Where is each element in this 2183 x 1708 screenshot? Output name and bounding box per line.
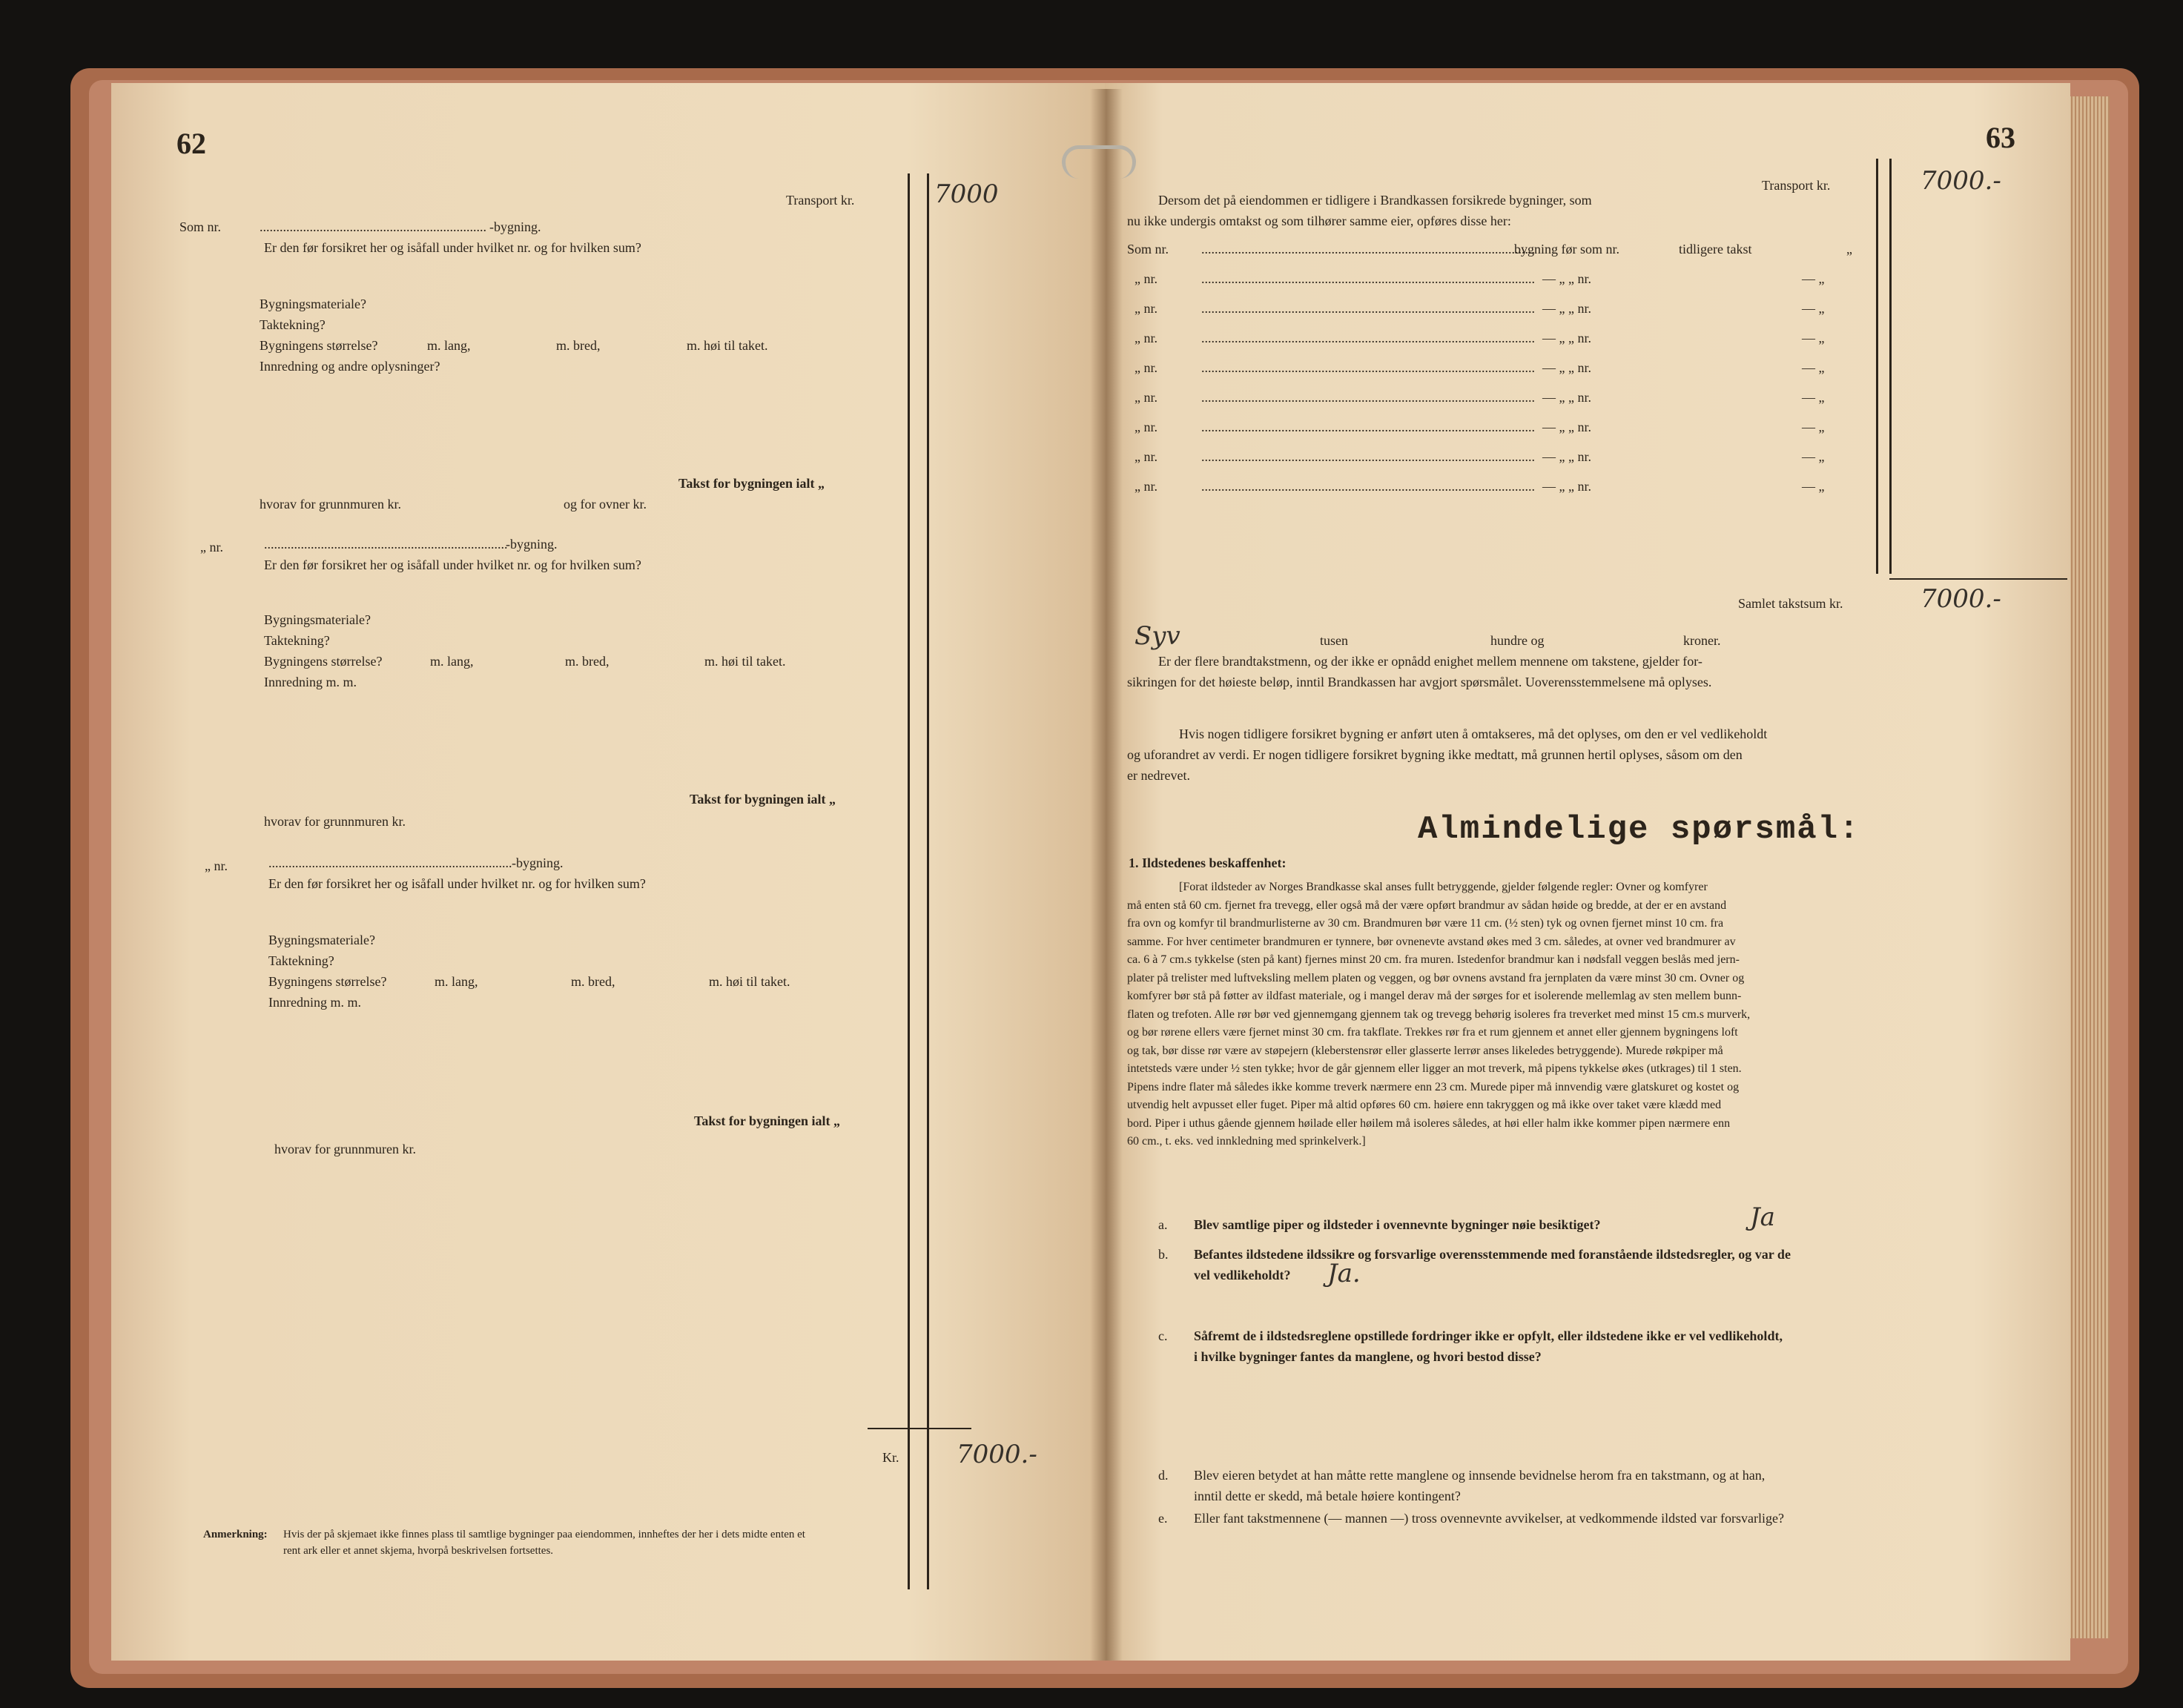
qa-answer: Ja <box>1750 1202 1775 1232</box>
flere-text: sikringen for det høieste beløp, inntil Brandkassen har avgjort spørsmålet. Uoverensstemmelsene må oplyses. <box>1127 675 1712 689</box>
section-heading: Almindelige spørsmål: <box>1418 811 1860 848</box>
hvorav-label: hvorav for grunnmuren kr. <box>264 814 406 829</box>
transport-value: 7000 <box>934 179 999 209</box>
qd-question: inntil dette er skedd, må betale høiere kontingent? <box>1194 1489 1461 1503</box>
amount-column-rule <box>908 173 910 1589</box>
qb-letter: b. <box>1158 1247 1169 1262</box>
table-row-dots: .................................................................................................... <box>1201 420 1535 434</box>
m-hoi-label: m. høi til taket. <box>709 974 790 989</box>
storrelse-label: Bygningens størrelse? <box>260 338 378 353</box>
tusen-label: tusen <box>1320 633 1348 648</box>
qc-question: i hvilke bygninger fantes da manglene, og hvori bestod disse? <box>1194 1349 1542 1364</box>
bygning-label: -bygning. <box>512 855 564 870</box>
q1-text-line: 60 cm., t. eks. ved innkledning med sprinkelverk.] <box>1127 1135 1366 1148</box>
anmerkning-label: Anmerkning: <box>203 1529 268 1540</box>
q1-text-line: samme. For hver centimeter brandmuren er tynnere, bør ovnenevte avstand økes med 3 cm. således, at ovner ved brandmurer av <box>1127 935 1736 948</box>
binding-string <box>1062 145 1136 179</box>
q1-text-line: intetsteds være under ½ sten tykke; hvor de går gjennem eller ligger an mot treverk, må pipens tykkelse økes (utkrages) til 1 sten. <box>1127 1062 1742 1075</box>
hvis-text: og uforandret av verdi. Er nogen tidligere forsikret bygning ikke medtatt, må grunnen hertil oplyses, såsom om den <box>1127 747 1743 762</box>
forsikret-question: Er den før forsikret her og isåfall under hvilket nr. og for hvilken sum? <box>264 240 641 255</box>
bygning-label: -bygning. <box>506 537 558 552</box>
table-row-end: — „ <box>1802 390 1825 405</box>
som-nr-label: Som nr. <box>1127 242 1169 256</box>
table-row-label: „ nr. <box>1135 449 1157 464</box>
table-row-label: „ nr. <box>1135 301 1157 316</box>
nr-label: „ nr. <box>200 540 223 555</box>
taktekning-label: Taktekning? <box>260 317 326 332</box>
q1-text-line: Pipens indre flater må således ikke komme treverk nærmere enn 23 cm. Murede piper må innvendig være glatskuret og kostet og <box>1127 1080 1740 1093</box>
bygning-for-label: bygning før som nr. <box>1514 242 1619 256</box>
m-hoi-label: m. høi til taket. <box>687 338 768 353</box>
q1-text-line: fra ovn og komfyr til brandmurlisterne av 30 cm. Brandmuren bør være 11 cm. (½ sten) tyk og ovnen fjernet minst 10 cm. fra <box>1127 917 1724 930</box>
taktekning-label: Taktekning? <box>268 953 334 968</box>
table-row-dots: .................................................................................................... <box>1201 390 1535 405</box>
q1-text-line: plater på trelister med luftveksling mellem platen og veggen, og bør ovnens avstand fra jernplaten da være minst 30 cm. Ovner og <box>1127 971 1745 984</box>
tusen-handwritten: Syv <box>1135 621 1180 651</box>
table-row-label: „ nr. <box>1135 479 1157 494</box>
takst-label: Takst for bygningen ialt „ <box>694 1113 841 1128</box>
storrelse-label: Bygningens størrelse? <box>264 654 383 669</box>
table-row-label: „ nr. <box>1135 420 1157 434</box>
hundre-label: hundre og <box>1490 633 1545 648</box>
table-row-dots: .................................................................................................... <box>1201 271 1535 286</box>
table-row-mid: — „ „ nr. <box>1542 331 1591 345</box>
table-row-end: — „ <box>1802 449 1825 464</box>
samlet-value: 7000.- <box>1921 584 2001 614</box>
qa-question: Blev samtlige piper og ildsteder i ovennevnte bygninger nøie besiktiget? <box>1194 1217 1601 1232</box>
m-lang-label: m. lang, <box>430 654 474 669</box>
anmerkning-text: rent ark eller et annet skjema, hvorpå beskrivelsen fortsettes. <box>283 1545 554 1557</box>
hvis-text: Hvis nogen tidligere forsikret bygning er anført uten å omtakseres, må det oplyses, om den er vel vedlikeholdt <box>1179 726 1768 741</box>
table-row-dots: .................................................................................................... <box>1201 479 1535 494</box>
transport-label: Transport kr. <box>1762 178 1831 193</box>
table-row-mid: — „ „ nr. <box>1542 449 1591 464</box>
m-bred-label: m. bred, <box>571 974 615 989</box>
innredning-label: Innredning m. m. <box>268 995 361 1010</box>
flere-text: Er der flere brandtakstmenn, og der ikke er opnådd enighet mellem mennene om takstene, gjelder for- <box>1158 654 1703 669</box>
table-row-label: „ nr. <box>1135 331 1157 345</box>
innredning-label: Innredning og andre oplysninger? <box>260 359 440 374</box>
q1-label: 1. Ildstedenes beskaffenhet: <box>1129 855 1287 870</box>
table-row-mid: — „ „ nr. <box>1542 301 1591 316</box>
table-row-mid: — „ „ nr. <box>1542 271 1591 286</box>
table-row-mid: — „ „ nr. <box>1542 390 1591 405</box>
table-row-end: — „ <box>1802 420 1825 434</box>
bygning-label: -bygning. <box>489 219 541 234</box>
tidligere-takst-label: tidligere takst <box>1679 242 1752 256</box>
transport-label: Transport kr. <box>786 193 855 208</box>
table-row-mid: — „ „ nr. <box>1542 479 1591 494</box>
kroner-label: kroner. <box>1683 633 1721 648</box>
innredning-label: Innredning m. m. <box>264 675 357 689</box>
q1-text-line: komfyrer bør stå på føtter av ildfast materiale, og i mangel derav må der sørges for et isolerende mellemlag av sten mellem bunn- <box>1127 990 1742 1002</box>
hvorav-label: hvorav for grunnmuren kr. <box>260 497 401 512</box>
hvorav-label: hvorav for grunnmuren kr. <box>274 1142 416 1156</box>
anmerkning-text: Hvis der på skjemaet ikke finnes plass til samtlige bygninger paa eiendommen, innheftes der her i dets midte enten et <box>283 1529 805 1540</box>
som-nr-label: Som nr. <box>179 219 222 234</box>
forsikret-question: Er den før forsikret her og isåfall under hvilket nr. og for hvilken sum? <box>268 876 646 891</box>
table-row-dots: .................................................................................................... <box>1201 360 1535 375</box>
qc-question: Såfremt de i ildstedsreglene opstillede fordringer ikke er opfylt, eller ildstedene ikke er vel vedlikeholdt, <box>1194 1328 1783 1343</box>
kr-value: 7000.- <box>957 1440 1037 1469</box>
qb-question: Befantes ildstedene ildssikre og forsvarlige overensstemmende med foranstående ildstedsregler, og var de <box>1194 1247 1791 1262</box>
intro-text: Dersom det på eiendommen er tidligere i Brandkassen forsikrede bygninger, som <box>1158 193 1592 208</box>
amount-column-rule <box>1889 159 1892 574</box>
qb-answer: Ja. <box>1327 1259 1361 1288</box>
table-row-mid: — „ „ nr. <box>1542 360 1591 375</box>
nr-label: „ nr. <box>205 858 228 873</box>
table-rule <box>1889 578 2067 580</box>
ovner-label: og for ovner kr. <box>564 497 647 512</box>
q1-text-line: utvendig helt avpusset eller fuget. Piper må altid opføres 60 cm. høiere enn takryggen og må ikke over taket være klædd med <box>1127 1099 1722 1111</box>
q1-text-line: og bør rørene ellers være fjernet minst 30 cm. fra takflate. Trekkes rør fra et rum gjennem et annet eller gjennem bygningens loft <box>1127 1026 1738 1039</box>
table-row-end: — „ <box>1802 360 1825 375</box>
m-bred-label: m. bred, <box>556 338 601 353</box>
intro-text: nu ikke undergis omtakst og som tilhører samme eier, opføres disse her: <box>1127 214 1511 228</box>
transport-value: 7000.- <box>1921 166 2001 196</box>
hvis-text: er nedrevet. <box>1127 768 1190 783</box>
page-number: 62 <box>176 127 206 160</box>
table-row-label: „ nr. <box>1135 271 1157 286</box>
qe-letter: e. <box>1158 1511 1168 1526</box>
materiale-label: Bygningsmateriale? <box>268 933 375 947</box>
q1-text-line: ca. 6 à 7 cm.s tykkelse (sten på kant) fjernes minst 20 cm. fra muren. Istedenfor brandmur kan i nødsfall veggen beslås med jern- <box>1127 953 1740 966</box>
qe-question: Eller fant takstmennene (— mannen —) tross ovennevnte avvikelser, at vedkommende ildsted var forsvarlige? <box>1194 1511 1785 1526</box>
table-row-end: — „ <box>1802 479 1825 494</box>
table-row-label: „ nr. <box>1135 360 1157 375</box>
book-gutter <box>1090 89 1123 1661</box>
m-lang-label: m. lang, <box>427 338 471 353</box>
amount-column-rule <box>1876 159 1878 574</box>
table-row-dots: .................................................................................................... <box>1201 331 1535 345</box>
total-rule <box>868 1428 971 1429</box>
table-row-dots: .................................................................................................... <box>1201 449 1535 464</box>
samlet-label: Samlet takstsum kr. <box>1738 596 1843 611</box>
table-row-end: — „ <box>1802 331 1825 345</box>
storrelse-label: Bygningens størrelse? <box>268 974 387 989</box>
m-hoi-label: m. høi til taket. <box>704 654 786 669</box>
table-row-end: — „ <box>1802 271 1825 286</box>
qc-letter: c. <box>1158 1328 1168 1343</box>
table-row-dots: .................................................................................................... <box>1201 301 1535 316</box>
table-row-end: — „ <box>1802 301 1825 316</box>
materiale-label: Bygningsmateriale? <box>260 297 366 311</box>
table-row-label: „ nr. <box>1135 390 1157 405</box>
q1-text-line: bord. Piper i uthus gående gjennem høilade eller høilem må isoleres således, at høi eller halm ikke kommer pipen nærmere enn <box>1127 1116 1731 1130</box>
qd-letter: d. <box>1158 1468 1169 1483</box>
q1-text-line: må enten stå 60 cm. fjernet fra trevegg, eller også må der være opført brandmur av sådan høide og bredde, at der er en avstand <box>1127 898 1727 912</box>
q1-text-line: og tak, bør disse rør være av støpejern (kleberstensrør eller glasserte lerrør anses likeledes betryggende). Murede røkpiper må <box>1127 1044 1723 1057</box>
q1-text-line: flaten og trefoten. Alle rør bør ved gjennemgang gjennem tak og trevegg behørig isoleres fra treverket med minst 15 cm.s murverk, <box>1127 1007 1751 1021</box>
taktekning-label: Taktekning? <box>264 633 330 648</box>
kr-label: Kr. <box>882 1450 899 1465</box>
right-page: 63 Transport kr. 7000.- Dersom det på eiendommen er tidligere i Brandkassen forsikrede bygninger, som nu ikke undergis omtakst og som tilhører samme eier, opføres disse her: Som nr. .................................................................................................... bygning før som nr. tidligere takst „ „ nr. .................................................................................................... — „ „ nr. — „ „ nr. .................................................................................................... — „ „ nr. — „ „ nr. .................................................................................................... — „ „ nr. — „ „ nr. .................................................................................................... — „ „ nr. — „ „ nr. .................................................................................................... — „ „ nr. — „ „ nr. .................................................................................................... — „ „ nr. — „ „ nr. .................................................................................................... — „ „ nr. — „ „ nr. .................................................................................................... — „ „ nr. — „ Samlet takstsum kr. 7000.- Syv tusen hundre og kroner. Er der flere brandtakstmenn, og der ikke er opnådd enighet mellem mennene om takstene, gjelder for- sikringen for det høieste beløp, inntil Brandkassen har avgjort spørsmålet. Uoverensstemmelsene må oplyses. Hvis nogen tidligere forsikret bygning er anført uten å omtakseres, må det oplyses, om den er vel vedlikeholdt og uforandret av verdi. Er nogen tidligere forsikret bygning ikke medtatt, må grunnen hertil oplyses, såsom om den er nedrevet. Almindelige spørsmål: 1. Ildstedenes beskaffenhet: [Forat ildsteder av Norges Brandkasse skal anses fullt betryggende, gjelder følgende regler: Ovner og komfyrer må enten stå 60 cm. fjernet fra trevegg, eller også må der være opført brandmur av sådan høide og bredde, at der er en avstand fra ovn og komfyr til brandmurlisterne av 30 cm. Brandmuren bør være 11 cm. (½ sten) tyk og ovnen fjernet minst 10 cm. fra samme. For hver centimeter brandmuren er tynnere, bør ovnenevte avstand økes med 3 cm. således, at ovner ved brandmurer av ca. 6 à 7 cm.s tykkelse (sten på kant) fjernes minst 20 cm. fra muren. Istedenfor brandmur kan i nødsfall veggen beslås med jern- plater på trelister med luftveksling mellem platen og veggen, og bør ovnens avstand fra jernplaten da være minst 30 cm. Ovner og komfyrer bør stå på føtter av ildfast materiale, og i mangel derav må der sørges for et isolerende mellemlag av sten mellem bunn- flaten og trefoten. Alle rør bør ved gjennemgang gjennem tak og trevegg behørig isoleres fra treverket med minst 15 cm.s murverk, og bør rørene ellers være fjernet minst 30 cm. fra takflate. Trekkes rør fra et rum gjennem et annet eller gjennem bygningens loft og tak, bør disse rør være av støpejern (kleberstensrør eller glasserte lerrør anses likeledes betryggende). Murede røkpiper må intetsteds være under ½ sten tykke; hvor de går gjennem eller ligger an mot treverk, må pipens tykkelse økes (utkrages) til 1 sten. Pipens indre flater må således ikke komme treverk nærmere enn 23 cm. Murede piper må innvendig være glatskuret og kostet og utvendig helt avpusset eller fuget. Piper må altid opføres 60 cm. høiere enn takryggen og må ikke over taket være klædd med bord. Piper i uthus gående gjennem høilade eller høilem må isoleres således, at høi eller halm ikke kommer pipen nærmere enn 60 cm., t. eks. ved innkledning med sprinkelverk.] a. Blev samtlige piper og ildsteder i ovennevnte bygninger nøie besiktiget? Ja b. Befantes ildstedene ildssikre og forsvarlige overensstemmende med foranstående ildstedsregler, og var de vel vedlikeholdt? Ja. c. Såfremt de i ildstedsreglene opstillede fordringer ikke er opfylt, eller ildstedene ikke er vel vedlikeholdt, i hvilke bygninger fantes da manglene, og hvori bestod disse? d. Blev eieren betydet at han måtte rette manglene og innsende bevidnelse herom fra en takstmann, og at han, inntil dette er skedd, må betale høiere kontingent? e. Eller fant takstmennene (— mannen —) tross ovennevnte avvikelser, at vedkommende ildsted var forsvarlige? <box>1105 83 2070 1661</box>
materiale-label: Bygningsmateriale? <box>264 612 371 627</box>
amount-column-rule <box>927 173 929 1589</box>
page-number: 63 <box>1986 121 2015 154</box>
m-bred-label: m. bred, <box>565 654 610 669</box>
qa-letter: a. <box>1158 1217 1168 1232</box>
forsikret-question: Er den før forsikret her og isåfall under hvilket nr. og for hvilken sum? <box>264 557 641 572</box>
table-row-mid: — „ „ nr. <box>1542 420 1591 434</box>
qb-question: vel vedlikeholdt? <box>1194 1268 1291 1282</box>
q1-text-line: [Forat ildsteder av Norges Brandkasse skal anses fullt betryggende, gjelder følgende regler: Ovner og komfyrer <box>1179 881 1708 893</box>
takst-label: Takst for bygningen ialt „ <box>678 476 825 491</box>
takst-label: Takst for bygningen ialt „ <box>690 792 836 807</box>
m-lang-label: m. lang, <box>435 974 478 989</box>
qd-question: Blev eieren betydet at han måtte rette manglene og innsende bevidnelse herom fra en takstmann, og at han, <box>1194 1468 1766 1483</box>
left-page: 62 Transport kr. 7000 Som nr. .................................................................... -bygning. Er den før forsikret her og isåfall under hvilket nr. og for hvilken sum? Bygningsmateriale? Taktekning? Bygningens størrelse? m. lang, m. bred, m. høi til taket. Innredning og andre oplysninger? Takst for bygningen ialt „ hvorav for grunnmuren kr. og for ovner kr. „ nr. ......................................................................... -bygning. Er den før forsikret her og isåfall under hvilket nr. og for hvilken sum? Bygningsmateriale? Taktekning? Bygningens størrelse? m. lang, m. bred, m. høi til taket. Innredning m. m. Takst for bygningen ialt „ hvorav for grunnmuren kr. „ nr. ......................................................................... -bygning. Er den før forsikret her og isåfall under hvilket nr. og for hvilken sum? Bygningsmateriale? Taktekning? Bygningens størrelse? m. lang, m. bred, m. høi til taket. Innredning m. m. Takst for bygningen ialt „ hvorav for grunnmuren kr. Kr. 7000.- Anmerkning: Hvis der på skjemaet ikke finnes plass til samtlige bygninger paa eiendommen, innheftes der her i dets midte enten et rent ark eller et annet skjema, hvorpå beskrivelsen fortsettes. <box>111 83 1106 1661</box>
